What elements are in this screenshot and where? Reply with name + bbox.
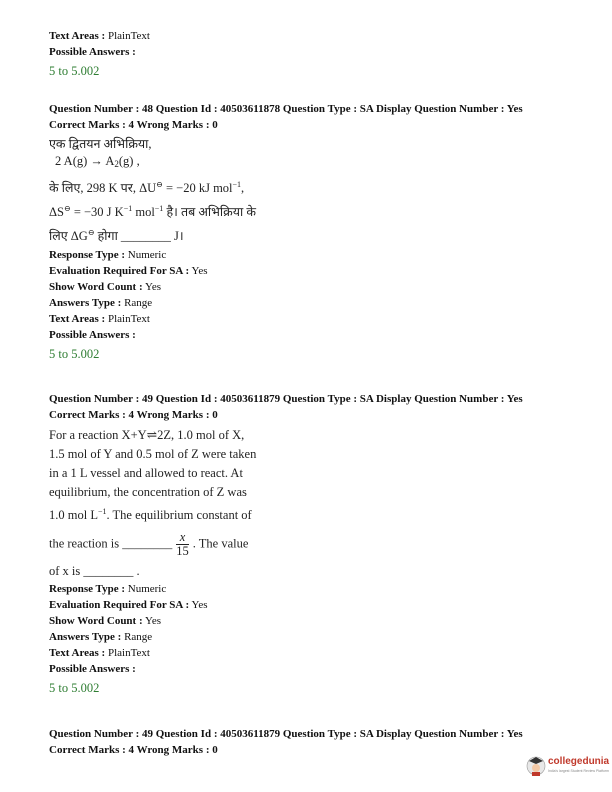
top-remnant xyxy=(49,28,150,79)
question-49-repeat xyxy=(49,726,523,758)
question-line: 2 $A(g) \to A_2(g)$ , xyxy=(55,154,140,169)
question-body xyxy=(49,136,523,245)
text-areas-row: Text Areas : PlainText xyxy=(49,30,150,42)
possible-answers-label: Possible Answers : xyxy=(49,663,136,675)
question-48 xyxy=(49,101,523,362)
possible-answer-value: 5 to 5.002 xyxy=(49,347,100,361)
question-header: Question Number : 49 Question Id : 40503611879 Question Type : SA Display Question Number : Yes xyxy=(49,728,523,740)
possible-answers-label: Possible Answers : xyxy=(49,329,136,341)
possible-answers-label: Possible Answers : xyxy=(49,46,136,58)
question-line: एक द्वितयन अभिक्रिया, xyxy=(49,137,152,151)
question-line: ΔS⊖ = −30 J $K^{-1}$ mol$^{-1}$ है। तब अभिक्रिया के xyxy=(49,204,256,219)
logo-tagline: India's largest Student Review Platform xyxy=(548,769,609,773)
collegedunia-logo xyxy=(524,750,610,784)
text-areas-row: Text Areas : PlainText xyxy=(49,647,150,659)
question-line: के लिए, 298 K पर, ΔU⊖ = −20 kJ mol$^{-1}$, xyxy=(49,180,245,195)
question-line: equilibrium, the concentration of Z was xyxy=(49,485,247,499)
question-line: For a reaction X+Y⇌2Z, 1.0 mol of X, xyxy=(49,428,245,442)
show-word-count-row: Show Word Count : Yes xyxy=(49,615,161,627)
answers-type-row: Answers Type : Range xyxy=(49,297,153,309)
logo-wordmark: collegedunia xyxy=(548,756,610,767)
text-areas-row: Text Areas : PlainText xyxy=(49,313,150,325)
eval-required-row: Evaluation Required For SA : Yes xyxy=(49,265,208,277)
response-type-row: Response Type : Numeric xyxy=(49,249,167,261)
question-line: in a 1 L vessel and allowed to react. At xyxy=(49,466,243,480)
question-line: 1.0 mol $L^{-1}$. The equilibrium constant of xyxy=(49,507,252,522)
possible-answer-value: 5 to 5.002 xyxy=(49,681,100,695)
question-body xyxy=(49,426,523,581)
question-marks: Correct Marks : 4 Wrong Marks : 0 xyxy=(49,409,218,421)
response-type-row: Response Type : Numeric xyxy=(49,583,167,595)
question-header: Question Number : 48 Question Id : 40503611878 Question Type : SA Display Question Number : Yes xyxy=(49,103,523,115)
question-marks: Correct Marks : 4 Wrong Marks : 0 xyxy=(49,119,218,131)
question-header: Question Number : 49 Question Id : 40503611879 Question Type : SA Display Question Number : Yes xyxy=(49,393,523,405)
possible-answer-value: 5 to 5.002 xyxy=(49,64,100,78)
question-49 xyxy=(49,391,523,696)
question-line: the reaction is ________ $\frac{x}{15}$ . The value xyxy=(49,530,249,558)
show-word-count-row: Show Word Count : Yes xyxy=(49,281,161,293)
fraction: $\frac{x}{15}$ xyxy=(176,530,189,558)
answers-type-row: Answers Type : Range xyxy=(49,631,153,643)
eval-required-row: Evaluation Required For SA : Yes xyxy=(49,599,208,611)
question-line: लिए ΔG⊖ होगा ________ J। xyxy=(49,228,184,243)
question-line: 1.5 mol of Y and 0.5 mol of Z were taken xyxy=(49,447,257,461)
question-line: of x is ________ . xyxy=(49,564,140,578)
question-marks: Correct Marks : 4 Wrong Marks : 0 xyxy=(49,744,218,756)
